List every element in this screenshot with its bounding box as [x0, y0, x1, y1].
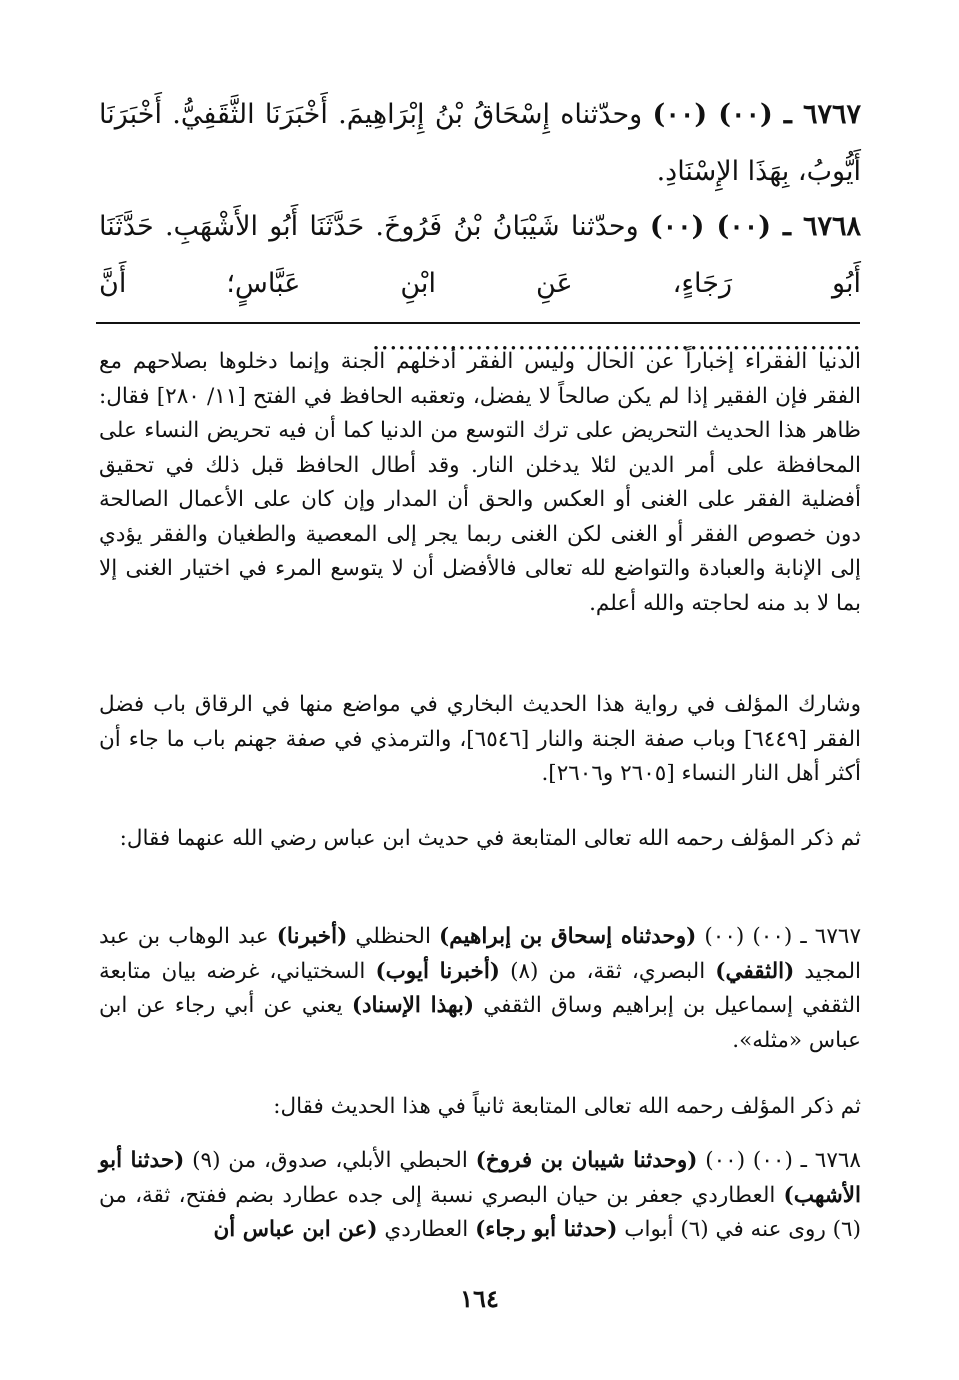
- commentary-paragraph-1: الدنيا الفقراء إخباراً عن الحال وليس الفقر أدخلهم الجنة وإنما دخلوها بصلاحهم مع الفقر فإن الفقير إذا لم يكن صالحاً لا يفضل، وتعقبه الحافظ في الفتح [١١/ ٢٨٠] فقال: ظاهر هذا الحديث التحريض على ترك التوسع من الدنيا كما أن فيه تحريض النساء على المحافظة على أمر الدين لئلا يدخلن النار. وقد أطال الحافظ قبل ذلك في تحقيق أفضلية الفقر على الغنى أو العكس والحق أن المدار وإن كان على الأعمال الصالحة دون خصوص الفقر أو الغنى لكن الغنى ربما يجر إلى المعصية والطغيان والفقر يؤدي إلى الإنابة والعبادة والتواضع لله تعالى فالأفضل أن لا يتوسع المرء في اختيار الغنى إلا بما لا بد منه لحاجته والله أعلم.: [99, 349, 861, 616]
- page-number: ١٦٤: [460, 1284, 499, 1313]
- commentary-paragraph-6: [99, 1144, 861, 1248]
- commentary-text: عبد الوهاب بن عبد المجيد: [99, 924, 861, 984]
- hadith-text: وحدّثنا شَيْبَانُ بْنُ فَرُوخَ. حَدَّثَنَا أَبُو الأَشْهَبِ. حَدَّثَنَا أَبُو رَجَاءٍ، عَنِ ابْنِ عَبَّاسٍ؛ أَنَّ: [99, 211, 861, 299]
- chain-quote: (وحدثنا شيبان بن فروخ): [475, 1148, 698, 1173]
- chain-quote: (وحدثناه إسحاق بن إبراهيم): [439, 924, 697, 949]
- commentary-paragraph-5: ثم ذكر المؤلف رحمه الله تعالى المتابعة ثانياً في هذا الحديث فقال:: [273, 1094, 861, 1119]
- commentary-text: البصري، ثقة، من (٨): [499, 958, 716, 984]
- chain-quote: (بهذا الإسناد): [351, 993, 475, 1018]
- chain-quote: (حدثنا أبو رجاء): [475, 1217, 618, 1242]
- chain-quote: (أخبرنا أيوب): [375, 958, 500, 984]
- commentary-text: الحنظلي: [347, 924, 440, 949]
- commentary-paragraph-4: [99, 920, 861, 1058]
- section-divider: [96, 322, 860, 324]
- commentary-text: السختياني، غرضه بيان متابعة الثقفي إسماعيل بن إبراهيم وساق الثقفي: [99, 958, 861, 1018]
- chain-quote: (أخبرنا): [276, 924, 348, 949]
- hadith-number: ٦٧٦٧ ـ (٠٠) (٠٠): [696, 924, 861, 949]
- hadith-6767: [99, 86, 861, 200]
- hadith-number: ٦٧٦٨ ـ (٠٠) (٠٠): [649, 211, 861, 242]
- commentary-text: العطاردي: [377, 1217, 476, 1242]
- commentary-text: الحبطي الأبلي، صدوق، من (٩): [184, 1148, 476, 1173]
- commentary-paragraph-2: وشارك المؤلف في رواية هذا الحديث البخاري في مواضع منها في الرقاق باب فضل الفقر [٦٤٤٩] وباب صفة الجنة والنار [٦٥٤٦]، والترمذي في صفة جهنم باب ما جاء أن أكثر أهل النار النساء [٢٦٠٥ و٢٦٠٦].: [99, 692, 861, 786]
- commentary-paragraph-3: ثم ذكر المؤلف رحمه الله تعالى المتابعة في حديث ابن عباس رضي الله عنهما فقال:: [119, 826, 861, 851]
- hadith-6768: [99, 198, 861, 369]
- chain-quote: (حدثنا أبو الأشهب): [99, 1148, 861, 1208]
- chain-quote: (عن ابن عباس أن: [213, 1217, 378, 1242]
- chain-quote: (الثقفي): [715, 958, 795, 984]
- hadith-number: ٦٧٦٨ ـ (٠٠) (٠٠): [697, 1148, 861, 1173]
- hadith-text: وحدّثناه إِسْحَاقُ بْنُ إِبْرَاهِيمَ. أَخْبَرَنَا الثَّقَفِيُّ. أَخْبَرَنَا أَيُّوبُ، بِهَذَا الإِسْنَادِ.: [99, 99, 861, 187]
- continuation-dots: .........................................................: [371, 325, 861, 356]
- commentary-text: يعني عن أبي رجاء عن ابن عباس «مثله».: [99, 993, 861, 1053]
- commentary-text: العطاردي جعفر بن حيان البصري نسبة إلى جده عطارد بضم ففتح، ثقة، من (٦) روى عنه في (٦) أبواب: [99, 1182, 861, 1242]
- hadith-number: ٦٧٦٧ ـ (٠٠) (٠٠): [652, 99, 861, 130]
